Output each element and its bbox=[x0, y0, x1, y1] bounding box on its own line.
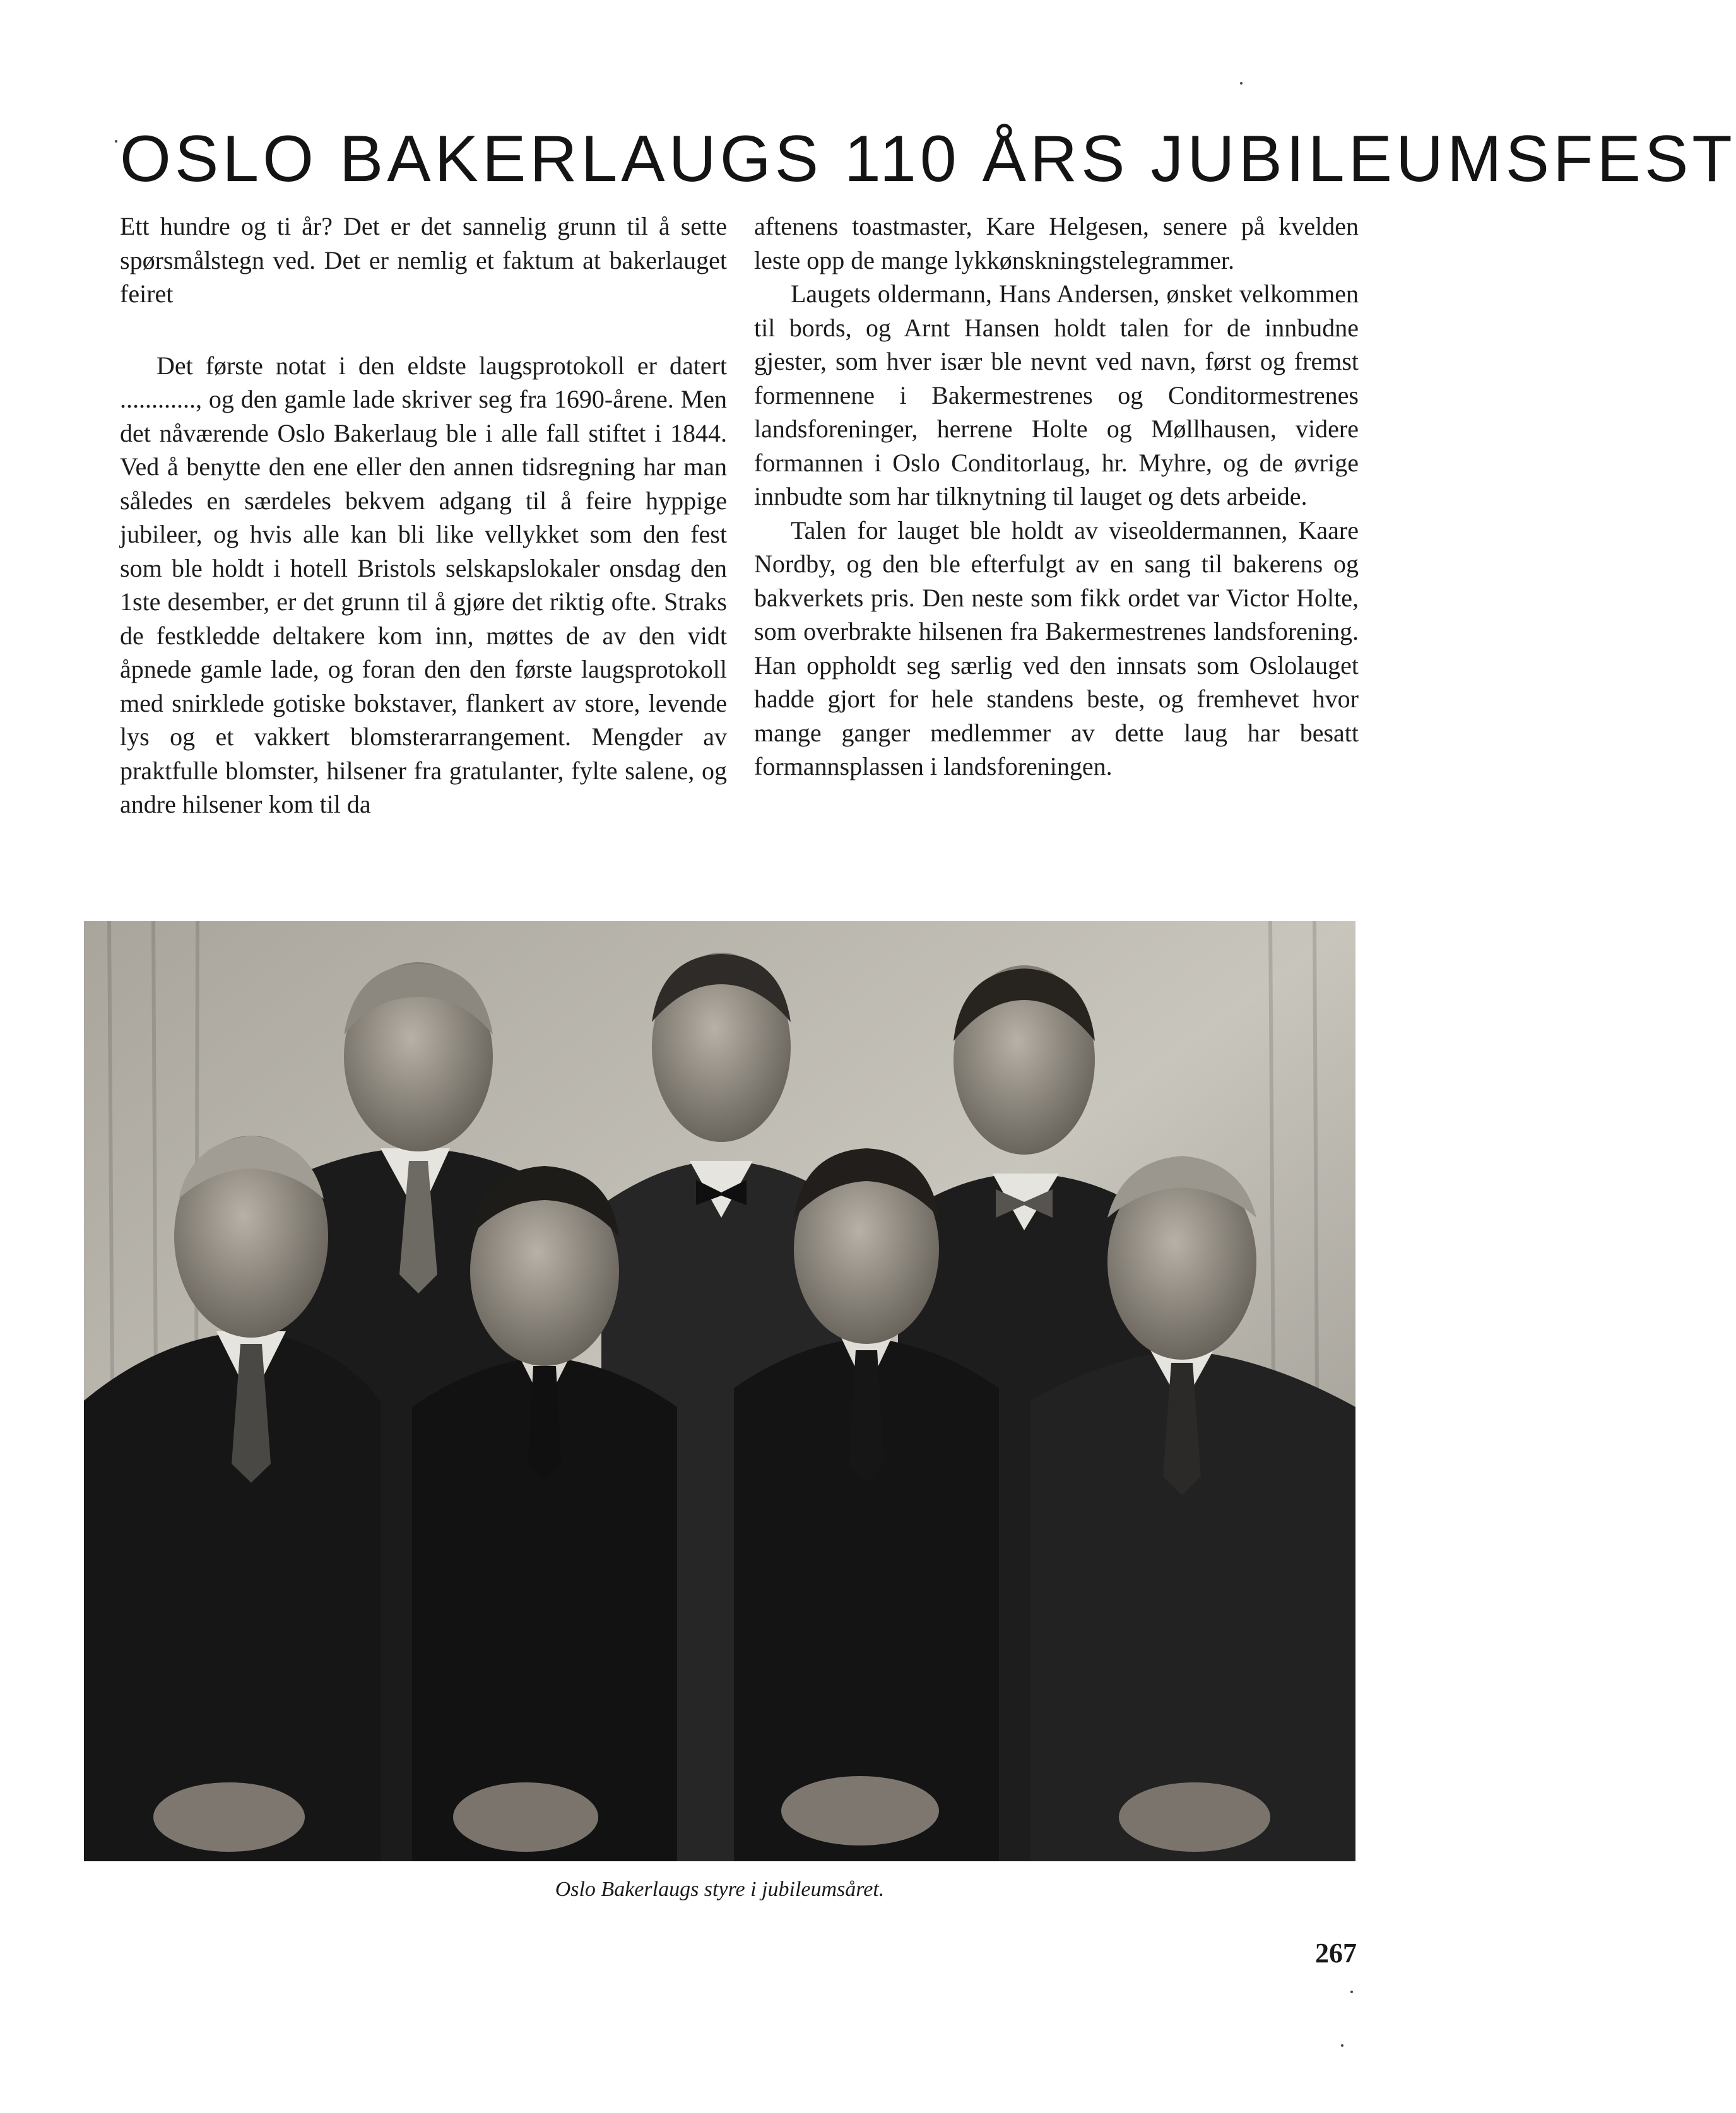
article-title: OSLO BAKERLAUGS 110 ÅRS JUBILEUMSFEST bbox=[120, 122, 1736, 196]
left-paragraph-2: Det første notat i den eldste laugsprotokoll er datert ............, og den gamle lade skriver seg fra 1690-årene. Men det nåværende Oslo Bakerlaug ble i alle fall stiftet i 1844. Ved å benytte den ene eller den annen tidsregning har man således en særdeles bekvem adgang til å feire hyppige jubileer, og hvis alle kan bli like vellykket som den fest som ble holdt i hotell Bristols selskapslokaler onsdag den 1ste desember, er det grunn til å gjøre det riktig ofte. Straks de festkledde deltakere kom inn, møttes de av den vidt åpnede gamle lade, og foran den den første laugsprotokoll med snirklede gotiske bokstaver, flankert av store, levende lys og et vakkert blomsterarrangement. Mengder av praktfulle blomster, hilsener fra gratulanter, fylte salene, og andre hilsener kom til da bbox=[120, 351, 727, 818]
left-text-column bbox=[120, 209, 727, 821]
right-paragraph-3: Talen for lauget ble holdt av viseoldermannen, Kaare Nordby, og den ble efterfulgt av en sang til bakerens og bakverkets pris. Den neste som fikk ordet var Victor Holte, som overbrakte hilsenen fra Bakermestrenes landsforening. Han oppholdt seg særlig ved den innsats som Oslolauget hadde gjort for hele standens beste, og fremhevet hvor mange ganger medlemmer av dette laug har besatt formannsplassen i landsforeningen. bbox=[754, 515, 1359, 780]
right-paragraph-1: aftenens toastmaster, Kare Helgesen, senere på kvelden leste opp de mange lykkønskningstelegrammer. bbox=[754, 212, 1359, 274]
left-paragraph-1: Ett hundre og ti år? Det er det sannelig grunn til å sette spørsmålstegn ved. Det er nemlig et faktum at bakerlauget feiret bbox=[120, 212, 727, 308]
page-number: 267 bbox=[1315, 1938, 1357, 1969]
right-paragraph-2: Laugets oldermann, Hans Andersen, ønsket velkommen til bords, og Arnt Hansen holdt talen for de innbudne gjester, som hver især ble nevnt ved navn, først og fremst formennene i Bakermestrenes og Conditormestrenes landsforeninger, herrene Holte og Møllhausen, videre formannen i Oslo Conditorlaug, hr. Myhre, og de øvrige innbudte som har tilknytning til lauget og dets arbeide. bbox=[754, 280, 1359, 510]
print-speck bbox=[1341, 2044, 1343, 2047]
print-speck bbox=[1240, 82, 1243, 85]
print-speck bbox=[115, 140, 117, 143]
print-speck bbox=[1350, 1991, 1353, 1993]
group-photo-illustration bbox=[84, 921, 1355, 1861]
right-text-column bbox=[754, 209, 1359, 784]
photo-caption: Oslo Bakerlaugs styre i jubileumsåret. bbox=[555, 1878, 885, 1901]
group-photo bbox=[84, 921, 1355, 1861]
